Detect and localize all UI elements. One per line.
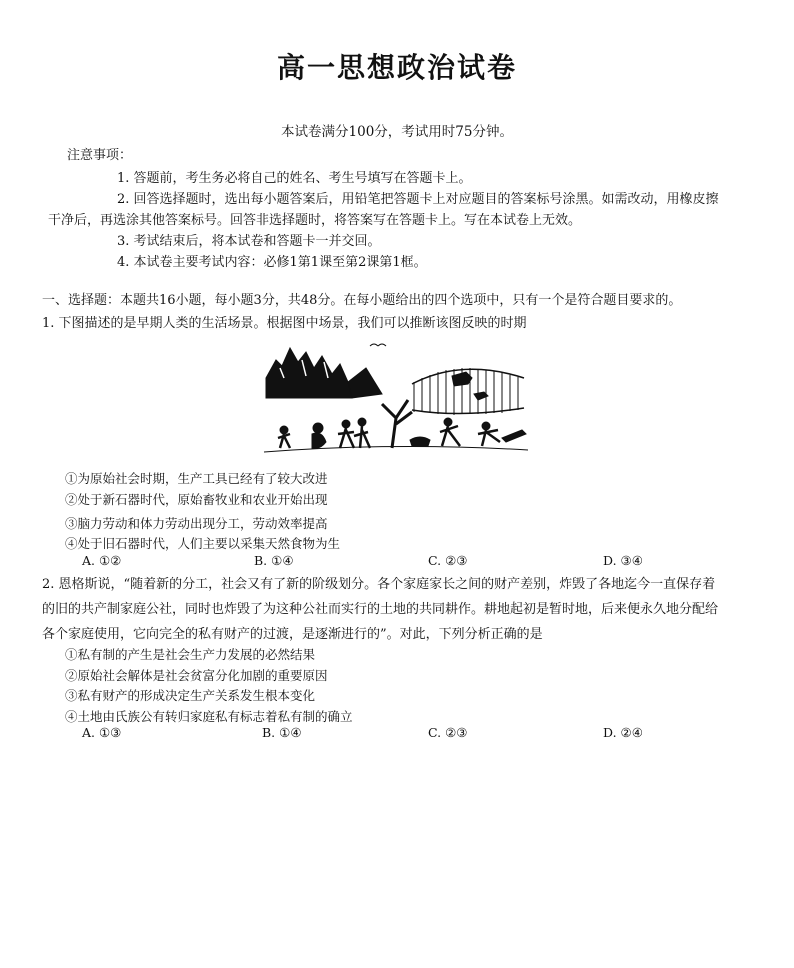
question-1-stem: 1. 下图描述的是早期人类的生活场景。根据图中场景，我们可以推断该图反映的时期 [42,316,527,331]
question-2-statement-4: ④土地由氏族公有转归家庭私有标志着私有制的确立 [65,709,353,724]
question-2-statement-3: ③私有财产的形成决定生产关系发生根本变化 [65,688,316,703]
question-2-stem-line-2: 的旧的共产制家庭公社，同时也炸毁了为这种公社而实行的土地的共同耕作。耕地起初是暂时地，后来便永久地分配给 [42,602,719,617]
question-1-choice-c: C. ②③ [428,553,468,568]
question-2-choice-c: C. ②③ [428,725,468,740]
question-1-statement-1: ①为原始社会时期，生产工具已经有了较大改进 [65,471,328,486]
early-human-scene-illustration [262,338,530,462]
question-2-statement-2: ②原始社会解体是社会贫富分化加剧的重要原因 [65,668,328,683]
exam-info: 本试卷满分100分，考试用时75分钟。 [281,124,513,140]
question-2-stem-line-3: 各个家庭使用，它向完全的私有财产的过渡，是逐渐进行的”。对此，下列分析正确的是 [42,627,543,642]
notice-item-4: 4. 本试卷主要考试内容：必修1第1课至第2课第1框。 [117,255,427,270]
question-1-statement-4: ④处于旧石器时代，人们主要以采集天然食物为生 [65,536,341,551]
question-2-choice-d: D. ②④ [603,725,643,740]
question-1-choice-d: D. ③④ [603,553,643,568]
section-heading: 一、选择题：本题共16小题，每小题3分，共48分。在每小题给出的四个选项中，只有一个是符合题目要求的。 [42,293,682,308]
notice-item-1: 1. 答题前，考生务必将自己的姓名、考生号填写在答题卡上。 [117,171,472,186]
notice-item-2-line-1: 2. 回答选择题时，选出每小题答案后，用铅笔把答题卡上对应题目的答案标号涂黑。如需改动，用橡皮擦 [117,192,719,207]
question-1-choice-b: B. ①④ [254,553,294,568]
question-1-choice-a: A. ①② [82,553,122,568]
question-2-choice-b: B. ①④ [262,725,302,740]
notice-heading: 注意事项： [67,148,133,163]
notice-item-2-line-2: 干净后，再选涂其他答案标号。回答非选择题时，将答案写在答题卡上。写在本试卷上无效。 [48,213,582,228]
question-2-stem-line-1: 2. 恩格斯说，“随着新的分工，社会又有了新的阶级划分。各个家庭家长之间的财产差别，炸毁了各地迄今一直保存着 [42,577,716,592]
question-1-statement-2: ②处于新石器时代，原始畜牧业和农业开始出现 [65,492,328,507]
page-title: 高一思想政治试卷 [276,51,517,84]
notice-item-3: 3. 考试结束后，将本试卷和答题卡一并交回。 [117,234,381,249]
question-2-choice-a: A. ①③ [82,725,122,740]
question-2-statement-1: ①私有制的产生是社会生产力发展的必然结果 [65,647,316,662]
question-1-statement-3: ③脑力劳动和体力劳动出现分工，劳动效率提高 [65,516,328,531]
